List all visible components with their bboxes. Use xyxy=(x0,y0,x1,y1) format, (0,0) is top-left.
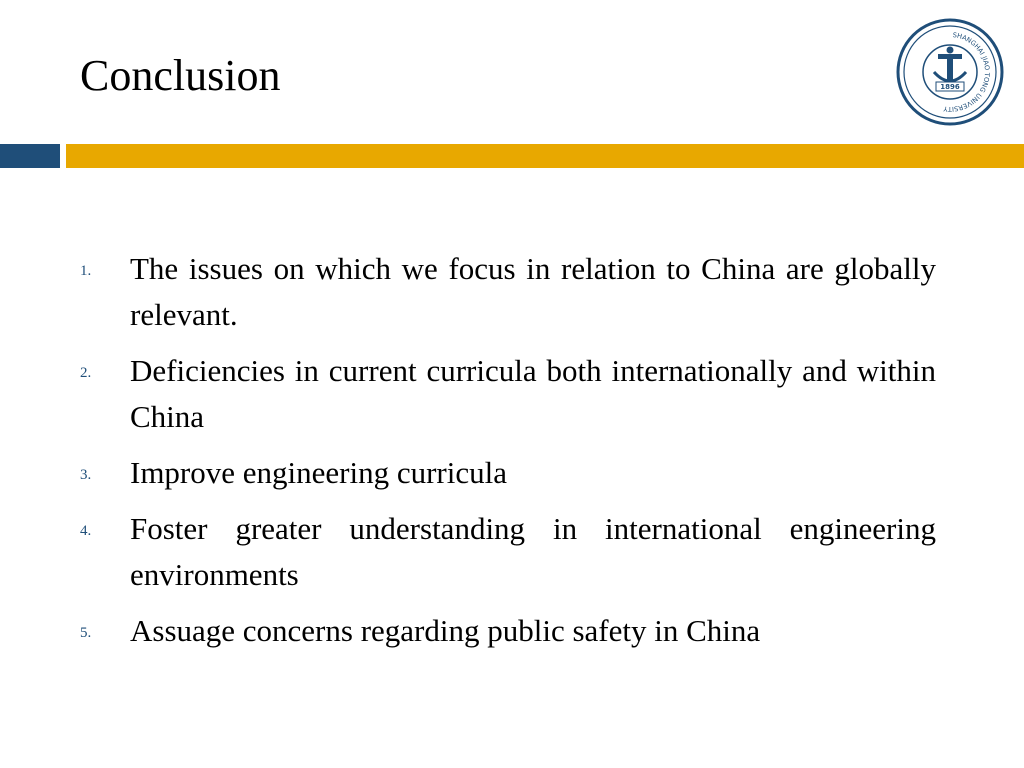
seal-ring-text: SHANGHAI JIAO TONG UNIVERSITY xyxy=(943,31,992,114)
list-item-text: Improve engineering curricula xyxy=(130,455,507,490)
list-item-text: The issues on which we focus in relation to China are globally relevant. xyxy=(130,251,936,332)
seal-year: 1896 xyxy=(940,83,960,91)
list-item-number: 2. xyxy=(80,365,92,381)
list-item xyxy=(80,450,936,496)
header-band-gold xyxy=(66,144,1024,168)
list-item-number: 4. xyxy=(80,523,92,539)
list-item-number: 5. xyxy=(80,625,92,641)
list-item-number: 1. xyxy=(80,263,92,279)
university-seal-icon xyxy=(894,16,1006,128)
list-item-text: Assuage concerns regarding public safety in China xyxy=(130,613,761,648)
list-item xyxy=(80,506,936,598)
list-item-number: 3. xyxy=(80,467,92,483)
list-item xyxy=(80,348,936,440)
list-item xyxy=(80,608,936,654)
list-item-text: Foster greater understanding in international engineering environments xyxy=(130,511,936,592)
slide-title: Conclusion xyxy=(80,51,281,100)
list-item-text: Deficiencies in current curricula both internationally and within China xyxy=(130,353,936,434)
header-band-blue xyxy=(0,144,60,168)
conclusion-list xyxy=(80,246,936,664)
list-item xyxy=(80,246,936,338)
